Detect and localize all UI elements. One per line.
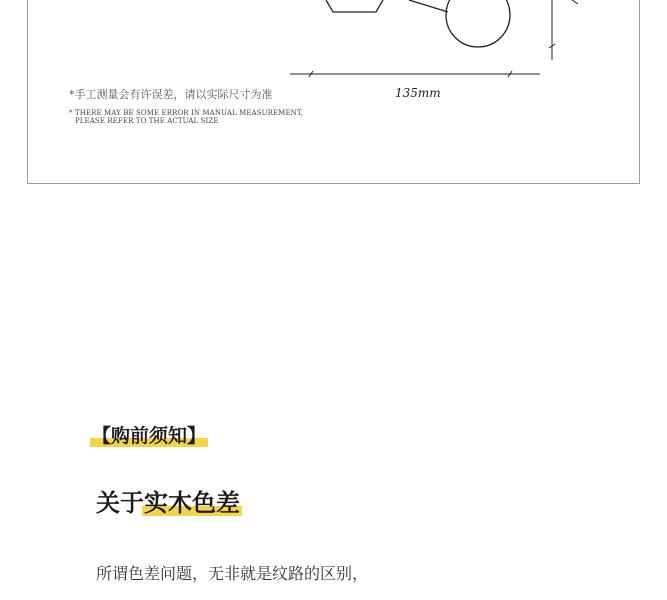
measurement-note-en-line2: PLEASE REFER TO THE ACTUAL SIZE: [75, 117, 219, 125]
measurement-note-en: [69, 109, 303, 125]
measurement-note-cn: *手工测量会有许误差，请以实际尺寸为准: [69, 88, 273, 101]
section-body-text: 所谓色差问题，无非就是纹路的区别，: [96, 564, 369, 583]
lamp-arm-line: [409, 0, 448, 12]
section-heading: [96, 483, 240, 518]
purchase-notice-text: 【购前须知】: [92, 421, 206, 448]
purchase-notice-label: [92, 421, 206, 448]
lamp-shade-circle: [446, 0, 510, 47]
section-heading-highlight: 实木色差: [144, 483, 240, 518]
height-dimension-tick-top: [572, 0, 578, 4]
width-dimension-label: 135mm: [395, 86, 441, 100]
measurement-note-en-line1: * THERE MAY BE SOME ERROR IN MANUAL MEASUREMENT,: [69, 109, 303, 117]
lamp-base-shape: [326, 0, 383, 12]
section-heading-plain: 关于: [96, 489, 144, 517]
